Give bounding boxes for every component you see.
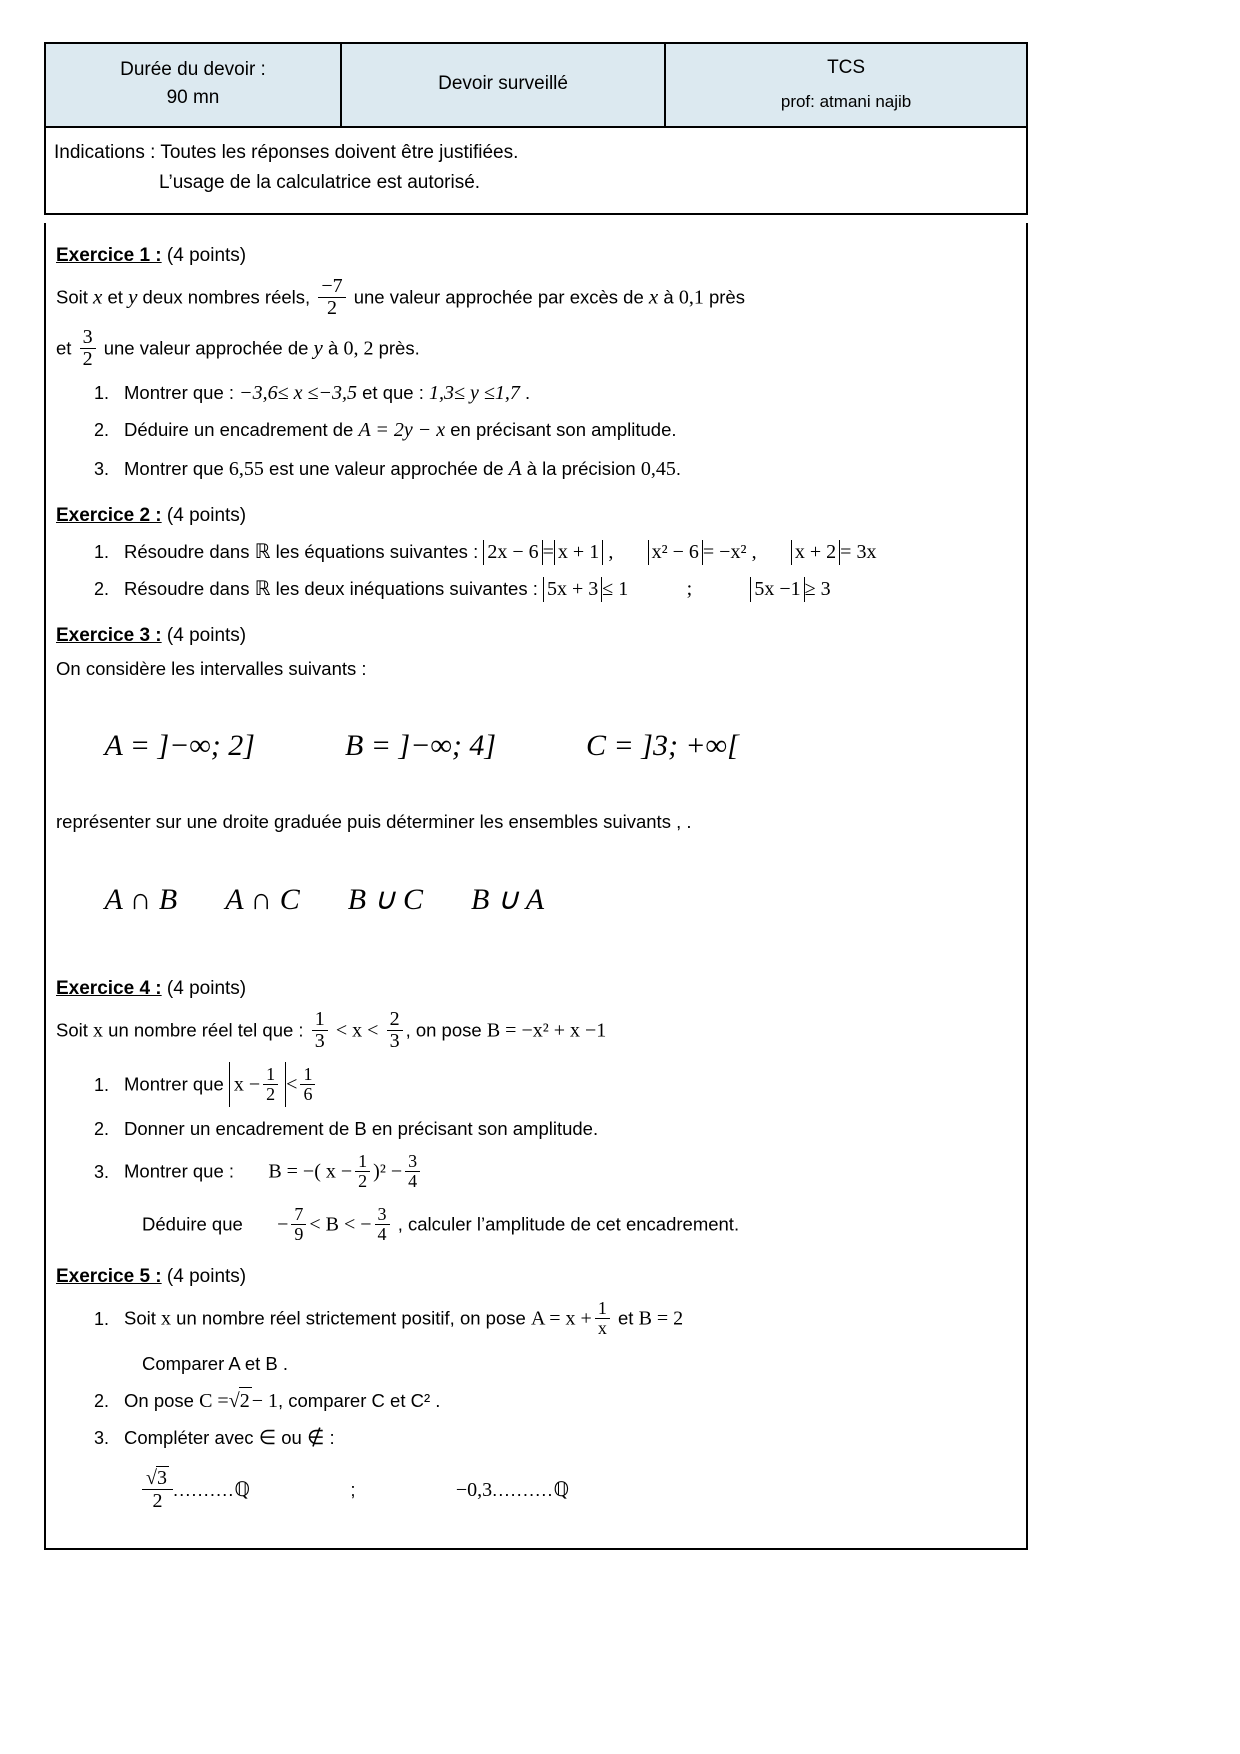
exercise-5-items xyxy=(56,1299,1012,1512)
exercise-4-title xyxy=(56,976,1012,1002)
exercise-5-item-3 xyxy=(114,1425,1012,1512)
ex5-item1-b: un nombre réel strictement positif, on pose xyxy=(176,1307,526,1329)
exercise-3-intro: On considère les intervalles suivants : xyxy=(56,657,367,679)
ex4-fraction-one-half xyxy=(263,1065,278,1104)
exercise-3-intervals xyxy=(60,690,1012,803)
ex5-sqrt-frac-den: 2 xyxy=(142,1489,173,1512)
ex4-abs-den: 2 xyxy=(263,1084,278,1104)
ex5-item1-a: Soit xyxy=(124,1307,156,1329)
ex1-item3-a: Montrer que xyxy=(124,458,224,480)
ex4-expression-B: B = −x² + x −1 xyxy=(486,1019,607,1042)
ex1-item3-precision: 0,45 xyxy=(640,458,676,481)
element-of-icon: ∈ xyxy=(258,1426,277,1449)
ex5-item3-colon: : xyxy=(329,1426,335,1448)
ex1-intro-f: près xyxy=(708,287,745,309)
ex1-fraction-three-halves xyxy=(80,327,96,370)
exercise-2-title xyxy=(56,503,1012,529)
ex2-abs-x2-minus-6: x² − 6 xyxy=(648,540,703,565)
ex4-f1-num: 1 xyxy=(314,1008,325,1031)
ex2-eq3-rhs: = 3x xyxy=(840,541,877,564)
ex2-ineq-separator: ; xyxy=(686,578,693,601)
set-operation-3: B ∪ C xyxy=(347,882,424,916)
ex1-intro-a: Soit xyxy=(56,287,88,309)
ex1-precision-1: 0,1 xyxy=(678,287,704,310)
indications-line-2: L’usage de la calculatrice est autorisé. xyxy=(159,172,481,194)
exercise-4-item-2: 2. Donner un encadrement de B en précisant son amplitude. xyxy=(114,1117,1012,1142)
exercise-1-points: (4 points) xyxy=(166,244,247,266)
ex1-frac1-denominator: 2 xyxy=(318,297,345,319)
ex2-item1-b: les équations suivantes : xyxy=(275,541,479,563)
interval-C: C = ]3; +∞[ xyxy=(586,729,739,763)
exercises-container xyxy=(44,223,1028,1550)
ex4-item3-expr-b: )² − xyxy=(373,1160,403,1183)
ex2-sep-1: , xyxy=(608,541,614,564)
exercise-1-items xyxy=(56,380,1012,483)
ex4-item3-num1: 1 xyxy=(358,1151,368,1172)
ex1-intro-d: une valeur approchée par excès de xyxy=(353,287,644,309)
ex5-item2-c-equals: C = xyxy=(199,1389,229,1412)
ex5-item2-minus: − 1 xyxy=(251,1389,278,1412)
ex2-item2-b: les deux inéquations suivantes : xyxy=(275,578,538,600)
ex5-item3-or: ou xyxy=(281,1426,302,1448)
ex4-abs-num: 1 xyxy=(266,1064,276,1085)
ex4-f2-den: 3 xyxy=(387,1030,403,1052)
ex1-line2-c: à xyxy=(328,338,339,360)
ex4-item3-den1: 2 xyxy=(355,1171,370,1191)
duration-value: 90 mn xyxy=(166,87,220,108)
ex5-frac-den: x xyxy=(595,1318,610,1338)
set-operation-2: A ∩ C xyxy=(225,882,300,916)
exercise-2-label: Exercice 2 : xyxy=(56,505,162,527)
ex2-item1-a: Résoudre dans xyxy=(124,541,250,563)
exercise-4-item-1 xyxy=(114,1062,1012,1107)
ex4-variable-x: x xyxy=(93,1019,104,1042)
ex4-fraction-seven-ninths xyxy=(291,1205,306,1244)
ex2-eq2-rhs: = −x² xyxy=(702,541,747,564)
ex2-real-set-symbol-2: ℝ xyxy=(254,578,271,601)
ex4-deduce-den1: 9 xyxy=(291,1224,306,1244)
ex1-var-y: y xyxy=(128,285,138,310)
ex1-frac2-denominator: 2 xyxy=(80,348,96,370)
ex2-sep-2: , xyxy=(751,541,757,564)
rational-set-symbol-2: ℚ xyxy=(553,1478,570,1501)
ex4-deduce-num1: 7 xyxy=(294,1203,304,1224)
ex5-item2-a: On pose xyxy=(124,1389,194,1411)
exercise-2-items xyxy=(56,539,1012,603)
ex4-item3-a: Montrer que : xyxy=(124,1160,235,1182)
ex4-item1-lt: < xyxy=(286,1073,298,1096)
ex1-item1-c: . xyxy=(524,382,531,404)
ex4-item3-expr-a: B = −( x − xyxy=(268,1160,353,1183)
ex4-r-num: 1 xyxy=(303,1064,313,1085)
ex5-value-minus-0-3: −0,3 xyxy=(455,1478,493,1501)
ex5-variable-x: x xyxy=(161,1307,172,1330)
ex4-fraction-three-quarters-2 xyxy=(375,1205,390,1244)
ex4-deduce-a: Déduire que xyxy=(142,1213,243,1235)
ex2-item2-a: Résoudre dans xyxy=(124,578,250,600)
ex1-item2-a: Déduire un encadrement de xyxy=(124,419,354,441)
interval-B: B = ]−∞; 4] xyxy=(344,729,497,763)
exercise-4-deduce-line xyxy=(142,1205,1012,1244)
exercise-5-title xyxy=(56,1264,1012,1290)
exercise-2-item-1 xyxy=(114,539,1012,566)
ex2-abs-x-plus-2: x + 2 xyxy=(791,540,840,565)
exercise-5-item-1 xyxy=(114,1299,1012,1377)
ex1-line2-b: une valeur approchée de xyxy=(103,338,309,360)
ex5-dots-1: .......... xyxy=(172,1478,235,1500)
ex1-frac1-numerator: −7 xyxy=(321,275,343,298)
ex4-abs-x-minus-half xyxy=(229,1062,286,1107)
ex4-deduce-den2: 4 xyxy=(375,1224,390,1244)
ex4-f2-num: 2 xyxy=(389,1008,400,1031)
exercise-3-title xyxy=(56,623,1012,649)
ex5-fraction-sqrt3-over-2 xyxy=(142,1466,173,1512)
ex5-expression-B: B = 2 xyxy=(638,1307,684,1330)
exercise-1-intro xyxy=(56,276,1012,319)
exercise-1-title xyxy=(56,243,1012,269)
duration-label: Durée du devoir : xyxy=(120,58,266,80)
ex5-sqrt-operand: 2 xyxy=(239,1387,252,1415)
ex2-real-set-symbol: ℝ xyxy=(254,541,271,564)
interval-A: A = ]−∞; 2] xyxy=(104,729,255,763)
exercise-5-label: Exercice 5 : xyxy=(56,1265,162,1287)
not-element-of-icon: ∉ xyxy=(306,1426,325,1449)
ex4-item3-den2: 4 xyxy=(405,1171,420,1191)
ex1-var-x: x xyxy=(93,285,103,310)
duration-cell xyxy=(45,43,341,127)
ex1-line2-a: et xyxy=(56,338,72,360)
ex4-item1-a: Montrer que xyxy=(124,1073,224,1095)
level-cell xyxy=(665,43,1027,127)
ex2-abs-2x-minus-6: 2x − 6 xyxy=(483,540,542,565)
exercise-3-points: (4 points) xyxy=(166,625,247,647)
ex2-abs-x-plus-1: x + 1 xyxy=(554,540,603,565)
ex5-sqrt3-numerator: √3 xyxy=(146,1466,167,1489)
exercise-3-instruction: représenter sur une droite graduée puis déterminer les ensembles suivants , . xyxy=(56,811,692,833)
exercise-2-points: (4 points) xyxy=(166,505,247,527)
exercise-4-label: Exercice 4 : xyxy=(56,977,162,999)
ex4-fraction-one-sixth xyxy=(300,1065,315,1104)
exercise-3-label: Exercice 3 : xyxy=(56,625,162,647)
ex4-item3-num2: 3 xyxy=(408,1151,418,1172)
ex1-fraction-minus-seven-halves xyxy=(318,276,345,319)
set-operation-1: A ∩ B xyxy=(104,882,178,916)
exercise-1-item-2 xyxy=(114,417,1012,444)
exercise-1-intro-line2 xyxy=(56,327,1012,370)
sqrt-icon: √2 xyxy=(229,1390,252,1412)
ex5-expression-A: A = x + xyxy=(530,1307,592,1330)
ex5-frac-num: 1 xyxy=(597,1298,607,1319)
exercise-1-label: Exercice 1 : xyxy=(56,244,162,266)
ex1-item1-b: et que : xyxy=(362,382,424,404)
ex4-item3-fraction-three-quarters xyxy=(405,1152,420,1191)
ex1-item3-variable: A xyxy=(508,456,522,481)
ex4-fraction-one-third xyxy=(312,1009,328,1052)
ex4-f1-den: 3 xyxy=(312,1030,328,1052)
exam-page xyxy=(44,42,1028,1550)
ex5-dots-2: .......... xyxy=(492,1478,554,1500)
exercise-5-points: (4 points) xyxy=(166,1265,247,1287)
ex4-deduce-b: , calculer l’amplitude de cet encadrement. xyxy=(397,1213,740,1235)
ex1-inequality-y: 1,3≤ y ≤1,7 xyxy=(429,382,520,405)
ex4-deduce-num2: 3 xyxy=(377,1203,387,1224)
ex5-item3-a: Compléter avec xyxy=(124,1426,254,1448)
exercise-2-item-2 xyxy=(114,576,1012,603)
exercise-4-items xyxy=(56,1062,1012,1243)
ex4-intro-a: Soit xyxy=(56,1019,88,1041)
ex1-intro-c: deux nombres réels, xyxy=(142,287,311,309)
exercise-1-item-3 xyxy=(114,454,1012,483)
exam-type-cell: Devoir surveillé xyxy=(341,43,665,127)
ex5-item2-b: , comparer C et C² . xyxy=(277,1389,441,1411)
ex5-fraction-one-over-x xyxy=(595,1299,610,1338)
ex1-intro-e: à xyxy=(663,287,674,309)
ex1-line2-d: près. xyxy=(378,338,420,360)
ex4-deduce-minus: − xyxy=(277,1213,289,1236)
ex1-precision-2: 0, 2 xyxy=(343,338,374,361)
exercise-5-fill-line xyxy=(142,1466,1012,1512)
ex1-item3-b: est une valeur approchée de xyxy=(269,458,504,480)
ex1-inequality-x: −3,6≤ x ≤−3,5 xyxy=(239,382,357,405)
ex1-frac2-numerator: 3 xyxy=(82,326,93,349)
ex2-ineq1-rhs: ≤ 1 xyxy=(602,578,629,601)
exercise-1-item-1 xyxy=(114,380,1012,407)
teacher-label: prof: atmani najib xyxy=(780,91,912,111)
indications-box xyxy=(44,128,1028,215)
ex1-item2-b: en précisant son amplitude. xyxy=(450,419,677,441)
exercise-5-item-2 xyxy=(114,1387,1012,1415)
ex2-abs-5x-plus-3: 5x + 3 xyxy=(543,577,602,602)
ex1-intro-b: et xyxy=(107,287,123,309)
exam-header-table xyxy=(44,42,1028,128)
ex5-semicolon: ; xyxy=(350,1478,356,1500)
ex4-inequality-middle: < x < xyxy=(335,1019,379,1042)
ex4-intro-b: un nombre réel tel que : xyxy=(108,1019,304,1041)
ex4-intro-c: , on pose xyxy=(405,1019,482,1041)
ex1-item3-value: 6,55 xyxy=(228,458,264,481)
indications-line-1: Indications : Toutes les réponses doivent être justifiées. xyxy=(54,142,519,163)
ex2-ineq2-rhs: ≥ 3 xyxy=(804,578,831,601)
ex1-expression-A: A = 2y − x xyxy=(358,419,446,442)
ex4-deduce-mid: < B < − xyxy=(309,1213,372,1236)
ex1-item3-d: . xyxy=(675,458,681,480)
exercise-5-compare-line: Comparer A et B . xyxy=(142,1353,289,1375)
ex4-r-den: 6 xyxy=(300,1084,315,1104)
set-operation-4: B ∪ A xyxy=(471,882,545,916)
ex4-fraction-two-thirds xyxy=(387,1009,403,1052)
ex1-var-y-2: y xyxy=(313,336,323,361)
ex5-item1-and: et xyxy=(617,1307,634,1329)
ex1-var-x-2: x xyxy=(648,285,659,310)
ex4-abs-inner: x − xyxy=(233,1073,261,1096)
ex1-item3-c: à la précision xyxy=(526,458,636,480)
level-label: TCS xyxy=(827,57,866,78)
ex2-abs-5x-minus-1: 5x −1 xyxy=(750,577,804,602)
rational-set-symbol-1: ℚ xyxy=(234,1478,251,1501)
exercise-3-set-operations xyxy=(60,843,1012,956)
ex2-eq1-equals: = xyxy=(542,541,554,564)
ex5-sqrt3-operand: 3 xyxy=(156,1466,167,1489)
exercise-4-points: (4 points) xyxy=(166,977,247,999)
exercise-4-intro xyxy=(56,1009,1012,1052)
ex1-item1-a: Montrer que : xyxy=(124,382,235,404)
ex4-item3-fraction-half xyxy=(355,1152,370,1191)
exercise-4-item-3 xyxy=(114,1152,1012,1244)
header-row xyxy=(45,43,1027,127)
